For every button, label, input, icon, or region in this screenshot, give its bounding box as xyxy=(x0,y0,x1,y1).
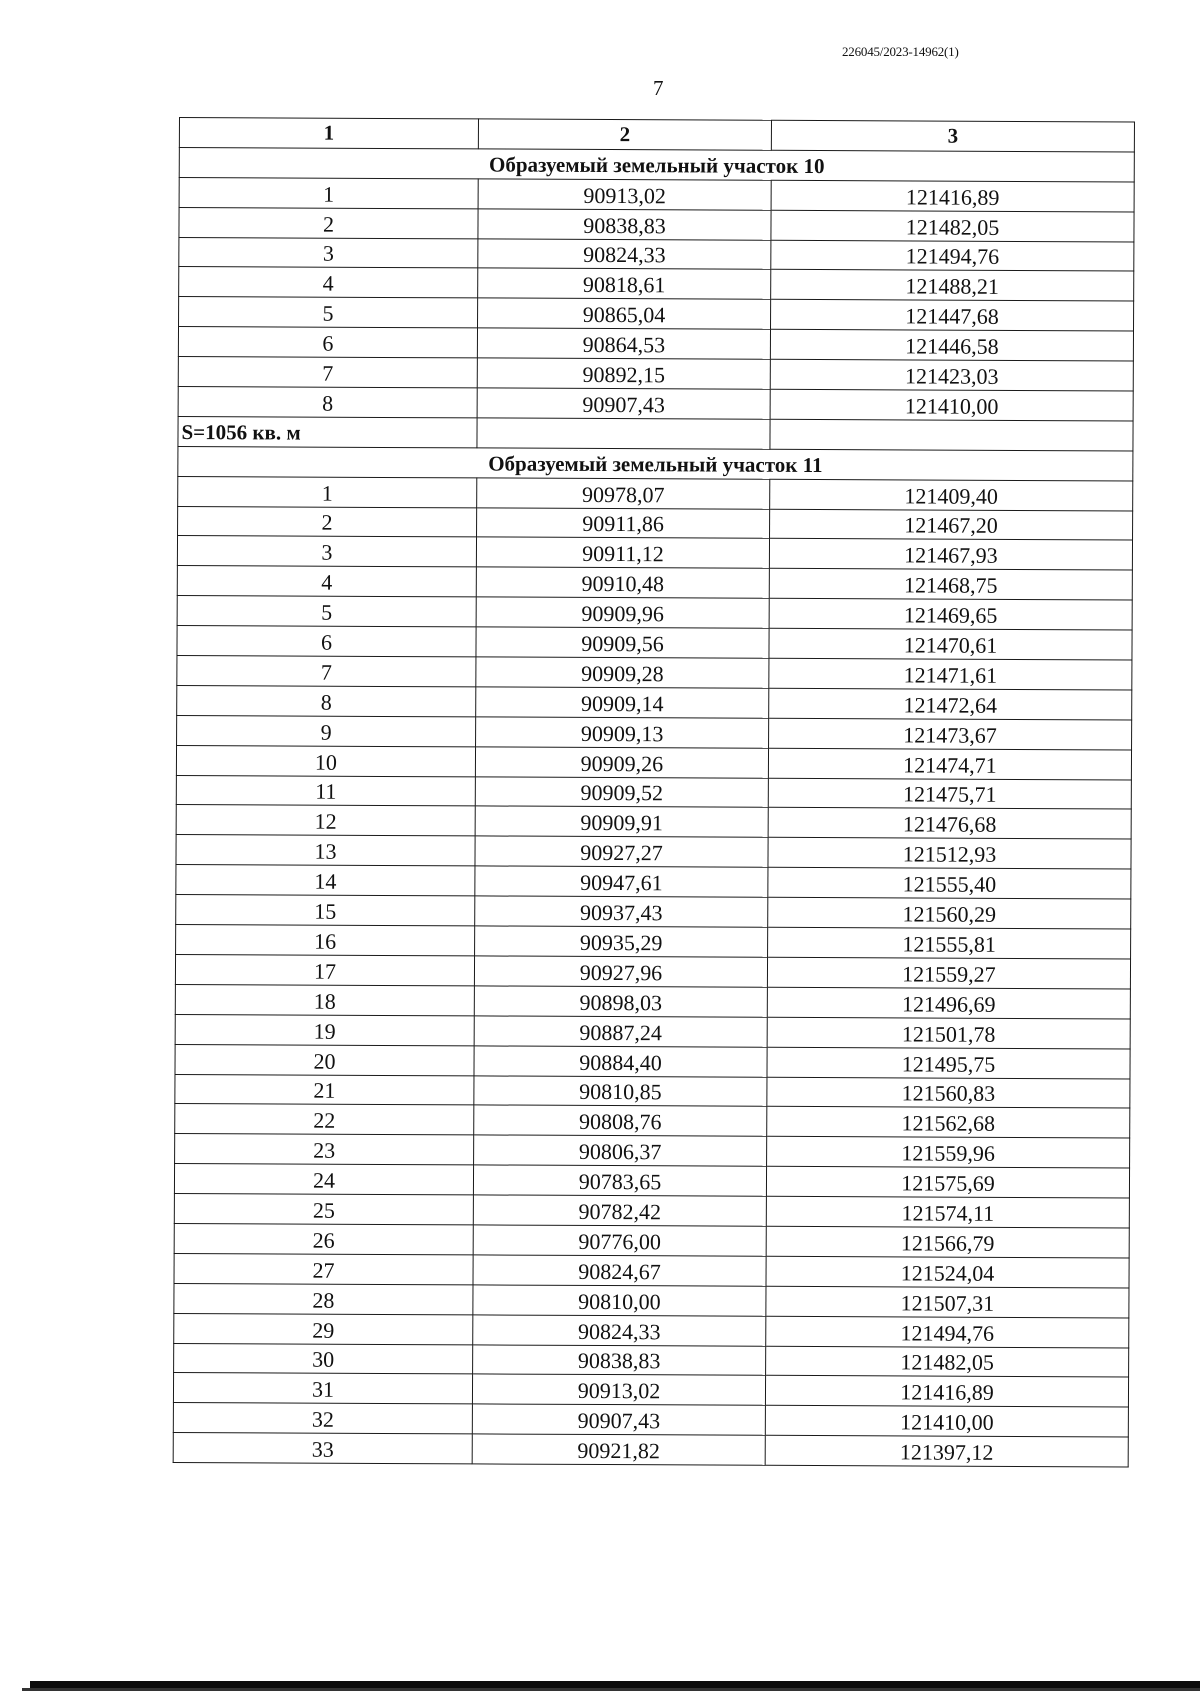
y-coordinate-cell: 121560,83 xyxy=(767,1077,1130,1109)
y-coordinate-cell: 121416,89 xyxy=(771,180,1134,212)
table-row xyxy=(177,656,1132,690)
table-row xyxy=(173,1403,1128,1437)
x-coordinate-cell: 90913,02 xyxy=(478,179,771,210)
x-coordinate-cell: 90865,04 xyxy=(478,298,771,329)
point-number-cell: 13 xyxy=(176,835,475,866)
point-number-cell: 3 xyxy=(177,536,476,567)
point-number-cell: 2 xyxy=(178,506,477,537)
x-coordinate-cell: 90909,91 xyxy=(475,806,768,837)
y-coordinate-cell: 121467,20 xyxy=(770,509,1133,541)
point-number-cell: 25 xyxy=(174,1194,473,1225)
y-coordinate-cell: 121467,93 xyxy=(769,539,1132,571)
table-row xyxy=(179,177,1134,211)
point-number-cell: 30 xyxy=(174,1343,473,1374)
x-coordinate-cell: 90884,40 xyxy=(474,1046,767,1077)
point-number-cell: 7 xyxy=(177,656,476,687)
x-coordinate-cell: 90978,07 xyxy=(477,478,770,509)
point-number-cell: 9 xyxy=(177,715,476,746)
point-number-cell: 1 xyxy=(178,476,477,507)
point-number-cell: 31 xyxy=(173,1373,472,1404)
x-coordinate-cell: 90909,96 xyxy=(476,597,769,628)
table-row xyxy=(178,357,1133,391)
x-coordinate-cell: 90937,43 xyxy=(475,896,768,927)
table-row xyxy=(178,476,1133,510)
point-number-cell: 12 xyxy=(176,805,475,836)
point-number-cell: 6 xyxy=(178,327,477,358)
y-coordinate-cell: 121472,64 xyxy=(769,688,1132,720)
x-coordinate-cell: 90909,52 xyxy=(475,776,768,807)
y-coordinate-cell: 121410,00 xyxy=(765,1406,1128,1438)
table-row xyxy=(177,536,1132,570)
x-coordinate-cell: 90892,15 xyxy=(477,358,770,389)
point-number-cell: 28 xyxy=(174,1283,473,1314)
empty-cell xyxy=(770,419,1133,451)
x-coordinate-cell: 90782,42 xyxy=(473,1195,766,1226)
point-number-cell: 15 xyxy=(176,895,475,926)
point-number-cell: 21 xyxy=(175,1074,474,1105)
table-row xyxy=(175,984,1130,1018)
y-coordinate-cell: 121469,65 xyxy=(769,599,1132,631)
section-title: Образуемый земельный участок 11 xyxy=(178,446,1133,480)
x-coordinate-cell: 90921,82 xyxy=(472,1434,765,1465)
table-row xyxy=(178,327,1133,361)
point-number-cell: 8 xyxy=(177,685,476,716)
point-number-cell: 32 xyxy=(173,1403,472,1434)
table-row xyxy=(177,715,1132,749)
x-coordinate-cell: 90887,24 xyxy=(474,1016,767,1047)
point-number-cell: 4 xyxy=(179,267,478,298)
y-coordinate-cell: 121574,11 xyxy=(766,1196,1129,1228)
table-row xyxy=(178,506,1133,540)
x-coordinate-cell: 90864,53 xyxy=(477,328,770,359)
y-coordinate-cell: 121562,68 xyxy=(767,1107,1130,1139)
point-number-cell: 5 xyxy=(177,596,476,627)
table-row xyxy=(174,1253,1129,1287)
table-row xyxy=(174,1194,1129,1228)
bottom-scan-border-thin xyxy=(22,1688,1200,1691)
x-coordinate-cell: 90783,65 xyxy=(473,1165,766,1196)
y-coordinate-cell: 121555,81 xyxy=(768,927,1131,959)
x-coordinate-cell: 90909,28 xyxy=(476,657,769,688)
section-title-row xyxy=(179,147,1134,181)
x-coordinate-cell: 90935,29 xyxy=(475,926,768,957)
x-coordinate-cell: 90810,00 xyxy=(473,1285,766,1316)
point-number-cell: 17 xyxy=(175,954,474,985)
point-number-cell: 22 xyxy=(175,1104,474,1135)
x-coordinate-cell: 90808,76 xyxy=(474,1105,767,1136)
y-coordinate-cell: 121446,58 xyxy=(770,330,1133,362)
point-number-cell: 23 xyxy=(175,1134,474,1165)
y-coordinate-cell: 121559,96 xyxy=(767,1137,1130,1169)
point-number-cell: 3 xyxy=(179,237,478,268)
table-row xyxy=(175,1104,1130,1138)
table-row xyxy=(176,745,1131,779)
table-row xyxy=(176,775,1131,809)
y-coordinate-cell: 121410,00 xyxy=(770,389,1133,421)
table-header-row xyxy=(179,118,1134,152)
x-coordinate-cell: 90810,85 xyxy=(474,1075,767,1106)
point-number-cell: 33 xyxy=(173,1433,472,1464)
x-coordinate-cell: 90898,03 xyxy=(474,986,767,1017)
x-coordinate-cell: 90806,37 xyxy=(474,1135,767,1166)
table-row xyxy=(179,297,1134,331)
point-number-cell: 29 xyxy=(174,1313,473,1344)
y-coordinate-cell: 121494,76 xyxy=(766,1316,1129,1348)
y-coordinate-cell: 121488,21 xyxy=(771,270,1134,302)
table-row xyxy=(176,805,1131,839)
x-coordinate-cell: 90909,14 xyxy=(476,687,769,718)
table-row xyxy=(177,685,1132,719)
table-row xyxy=(176,925,1131,959)
y-coordinate-cell: 121501,78 xyxy=(767,1017,1130,1049)
table-row xyxy=(174,1283,1129,1317)
point-number-cell: 4 xyxy=(177,566,476,597)
point-number-cell: 10 xyxy=(176,745,475,776)
x-coordinate-cell: 90911,86 xyxy=(477,507,770,538)
point-number-cell: 19 xyxy=(175,1014,474,1045)
empty-cell xyxy=(477,418,770,449)
section-title: Образуемый земельный участок 10 xyxy=(179,147,1134,181)
point-number-cell: 7 xyxy=(178,357,477,388)
table-row xyxy=(175,1134,1130,1168)
y-coordinate-cell: 121423,03 xyxy=(770,359,1133,391)
table-row xyxy=(179,207,1134,241)
x-coordinate-cell: 90927,96 xyxy=(474,956,767,987)
x-coordinate-cell: 90947,61 xyxy=(475,866,768,897)
table-row xyxy=(176,835,1131,869)
table-row xyxy=(177,596,1132,630)
y-coordinate-cell: 121559,27 xyxy=(767,957,1130,989)
point-number-cell: 14 xyxy=(176,865,475,896)
table-row xyxy=(174,1223,1129,1257)
table-row xyxy=(174,1164,1129,1198)
y-coordinate-cell: 121416,89 xyxy=(765,1376,1128,1408)
point-number-cell: 6 xyxy=(177,626,476,657)
table-row xyxy=(173,1373,1128,1407)
table-row xyxy=(173,1433,1128,1467)
table-row xyxy=(179,237,1134,271)
table-row xyxy=(179,267,1134,301)
point-number-cell: 27 xyxy=(174,1253,473,1284)
point-number-cell: 11 xyxy=(176,775,475,806)
y-coordinate-cell: 121397,12 xyxy=(765,1435,1128,1467)
coordinates-table xyxy=(173,117,1135,1468)
x-coordinate-cell: 90927,27 xyxy=(475,836,768,867)
table-row xyxy=(175,1014,1130,1048)
table-row xyxy=(174,1313,1129,1347)
y-coordinate-cell: 121524,04 xyxy=(766,1256,1129,1288)
y-coordinate-cell: 121496,69 xyxy=(767,987,1130,1019)
table-row xyxy=(175,1044,1130,1078)
x-coordinate-cell: 90910,48 xyxy=(476,567,769,598)
x-coordinate-cell: 90909,26 xyxy=(475,747,768,778)
y-coordinate-cell: 121507,31 xyxy=(766,1286,1129,1318)
x-coordinate-cell: 90824,67 xyxy=(473,1255,766,1286)
y-coordinate-cell: 121566,79 xyxy=(766,1226,1129,1258)
table-row xyxy=(178,387,1133,421)
document-reference-number: 226045/2023-14962(1) xyxy=(842,44,959,59)
point-number-cell: 16 xyxy=(176,925,475,956)
y-coordinate-cell: 121482,05 xyxy=(771,210,1134,242)
area-value: S=1056 кв. м xyxy=(178,416,477,447)
point-number-cell: 5 xyxy=(179,297,478,328)
y-coordinate-cell: 121494,76 xyxy=(771,240,1134,272)
x-coordinate-cell: 90818,61 xyxy=(478,268,771,299)
y-coordinate-cell: 121555,40 xyxy=(768,868,1131,900)
x-coordinate-cell: 90909,56 xyxy=(476,627,769,658)
y-coordinate-cell: 121470,61 xyxy=(769,628,1132,660)
y-coordinate-cell: 121468,75 xyxy=(769,569,1132,601)
y-coordinate-cell: 121512,93 xyxy=(768,838,1131,870)
section-title-row xyxy=(178,446,1133,480)
table-row xyxy=(176,865,1131,899)
area-row xyxy=(178,416,1133,450)
point-number-cell: 18 xyxy=(175,984,474,1015)
x-coordinate-cell: 90776,00 xyxy=(473,1225,766,1256)
point-number-cell: 1 xyxy=(179,177,478,208)
table-row xyxy=(174,1343,1129,1377)
y-coordinate-cell: 121409,40 xyxy=(770,479,1133,511)
point-number-cell: 20 xyxy=(175,1044,474,1075)
x-coordinate-cell: 90913,02 xyxy=(472,1374,765,1405)
point-number-cell: 24 xyxy=(174,1164,473,1195)
x-coordinate-cell: 90824,33 xyxy=(473,1315,766,1346)
point-number-cell: 26 xyxy=(174,1223,473,1254)
x-coordinate-cell: 90907,43 xyxy=(472,1404,765,1435)
y-coordinate-cell: 121575,69 xyxy=(766,1166,1129,1198)
y-coordinate-cell: 121476,68 xyxy=(768,808,1131,840)
table-row xyxy=(177,626,1132,660)
point-number-cell: 8 xyxy=(178,387,477,418)
column-header: 2 xyxy=(478,119,771,150)
table-body xyxy=(173,147,1134,1467)
x-coordinate-cell: 90911,12 xyxy=(476,537,769,568)
y-coordinate-cell: 121473,67 xyxy=(769,718,1132,750)
table-row xyxy=(177,566,1132,600)
column-header: 3 xyxy=(771,120,1134,152)
table-row xyxy=(175,954,1130,988)
y-coordinate-cell: 121482,05 xyxy=(766,1346,1129,1378)
x-coordinate-cell: 90907,43 xyxy=(477,388,770,419)
table-row xyxy=(175,1074,1130,1108)
x-coordinate-cell: 90909,13 xyxy=(476,717,769,748)
x-coordinate-cell: 90838,83 xyxy=(473,1344,766,1375)
y-coordinate-cell: 121560,29 xyxy=(768,897,1131,929)
table-row xyxy=(176,895,1131,929)
y-coordinate-cell: 121474,71 xyxy=(768,748,1131,780)
y-coordinate-cell: 121495,75 xyxy=(767,1047,1130,1079)
page-number: 7 xyxy=(653,76,664,100)
y-coordinate-cell: 121471,61 xyxy=(769,658,1132,690)
x-coordinate-cell: 90838,83 xyxy=(478,209,771,240)
y-coordinate-cell: 121475,71 xyxy=(768,778,1131,810)
y-coordinate-cell: 121447,68 xyxy=(771,300,1134,332)
column-header: 1 xyxy=(179,118,478,149)
x-coordinate-cell: 90824,33 xyxy=(478,238,771,269)
point-number-cell: 2 xyxy=(179,207,478,238)
